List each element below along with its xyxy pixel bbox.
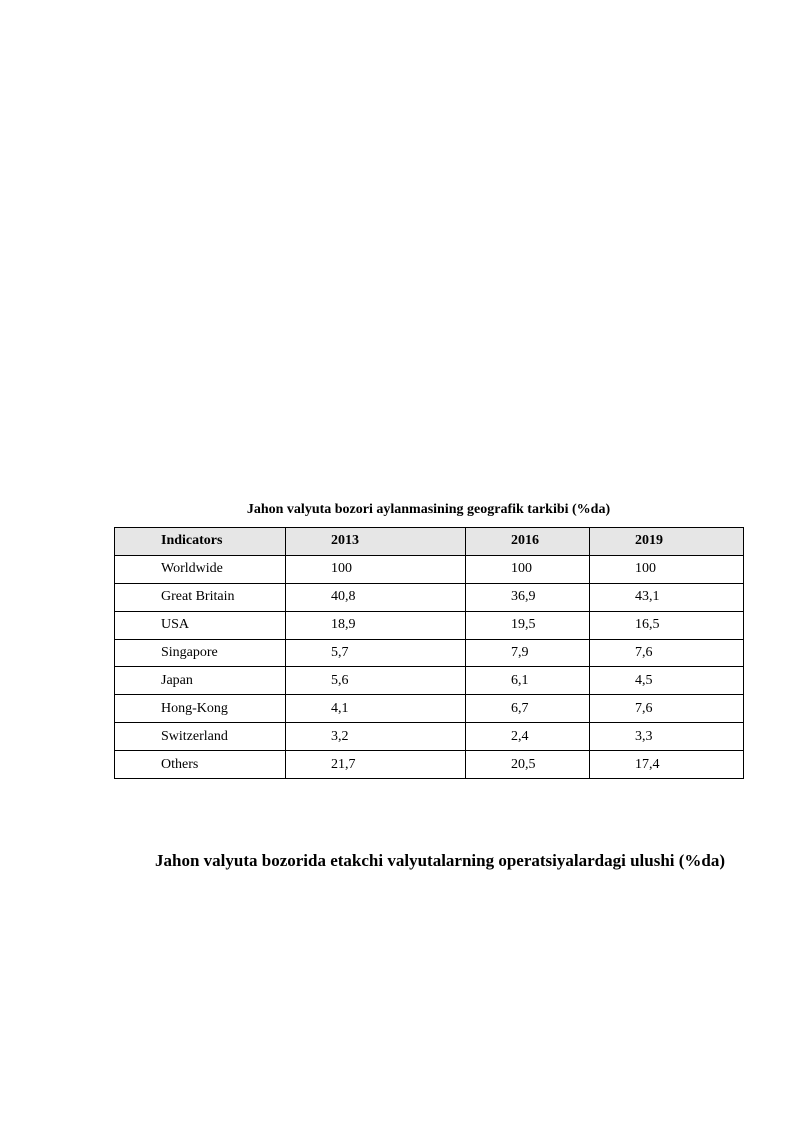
cell-2016: 19,5: [466, 611, 590, 639]
row-label: Others: [115, 751, 286, 779]
cell-2019: 4,5: [590, 667, 744, 695]
table-row: [115, 723, 744, 751]
row-label: Great Britain: [115, 583, 286, 611]
header-2019: 2019: [590, 528, 744, 556]
table-row: [115, 695, 744, 723]
cell-2016: 20,5: [466, 751, 590, 779]
cell-2013: 100: [286, 555, 466, 583]
section-heading: Jahon valyuta bozorida etakchi valyutalarning operatsiyalardagi ulushi (%da): [155, 851, 726, 870]
cell-2013: 5,7: [286, 639, 466, 667]
table-row: [115, 667, 744, 695]
row-label: Singapore: [115, 639, 286, 667]
cell-2016: 6,1: [466, 667, 590, 695]
cell-2019: 7,6: [590, 639, 744, 667]
table-header-row: [115, 528, 744, 556]
cell-2013: 18,9: [286, 611, 466, 639]
row-label: Worldwide: [115, 555, 286, 583]
cell-2016: 7,9: [466, 639, 590, 667]
row-label: Japan: [115, 667, 286, 695]
cell-2013: 21,7: [286, 751, 466, 779]
cell-2019: 16,5: [590, 611, 744, 639]
cell-2019: 43,1: [590, 583, 744, 611]
table-row: [115, 583, 744, 611]
header-2013: 2013: [286, 528, 466, 556]
cell-2019: 3,3: [590, 723, 744, 751]
table-row: [115, 639, 744, 667]
cell-2013: 5,6: [286, 667, 466, 695]
cell-2013: 3,2: [286, 723, 466, 751]
cell-2016: 36,9: [466, 583, 590, 611]
header-indicators: Indicators: [115, 528, 286, 556]
row-label: USA: [115, 611, 286, 639]
cell-2016: 2,4: [466, 723, 590, 751]
cell-2019: 100: [590, 555, 744, 583]
cell-2013: 4,1: [286, 695, 466, 723]
table-row: [115, 611, 744, 639]
row-label: Switzerland: [115, 723, 286, 751]
table-row: [115, 751, 744, 779]
row-label: Hong-Kong: [115, 695, 286, 723]
currency-market-table: [114, 527, 744, 779]
header-2016: 2016: [466, 528, 590, 556]
table-caption: Jahon valyuta bozori aylanmasining geografik tarkibi (%da): [246, 502, 611, 517]
table-row: [115, 555, 744, 583]
cell-2013: 40,8: [286, 583, 466, 611]
cell-2016: 100: [466, 555, 590, 583]
cell-2019: 17,4: [590, 751, 744, 779]
cell-2016: 6,7: [466, 695, 590, 723]
cell-2019: 7,6: [590, 695, 744, 723]
